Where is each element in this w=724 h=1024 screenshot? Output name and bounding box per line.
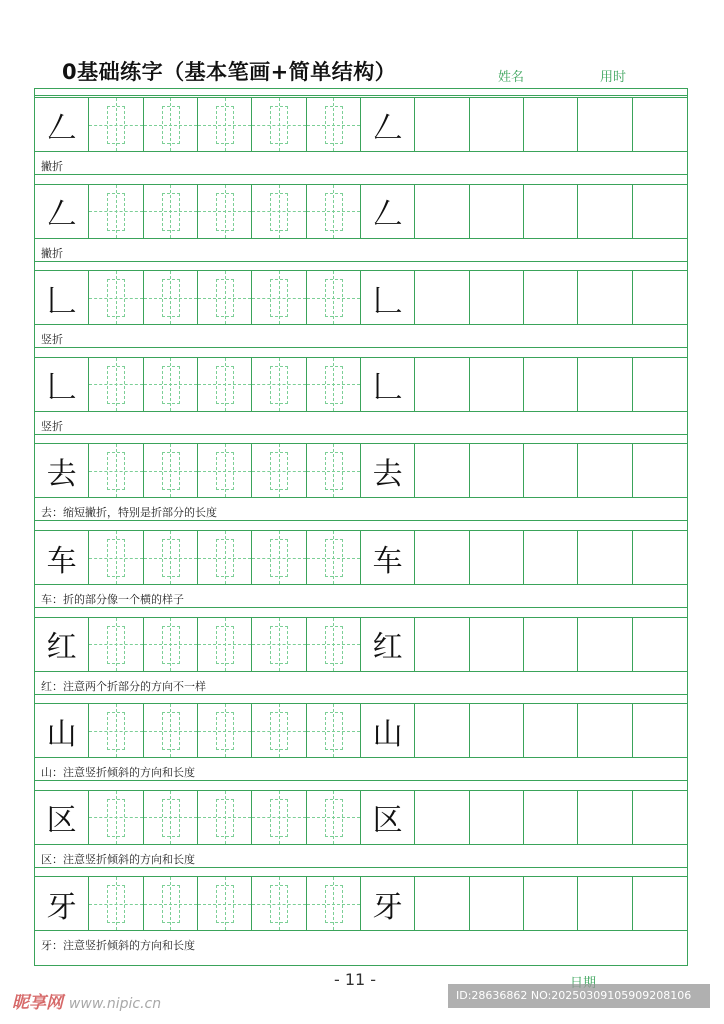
watermark-logo (12, 988, 161, 1013)
copy-char-cell (361, 703, 415, 758)
trace-cell (89, 790, 143, 845)
time-label: 用时 (600, 70, 627, 85)
trace-cell (252, 270, 306, 325)
guide-line (279, 444, 280, 497)
guide-line (116, 98, 117, 151)
row-note: 区：注意竖折倾斜的方向和长度 (41, 852, 195, 866)
model-char-cell (35, 357, 89, 412)
empty-writing-cell (470, 790, 524, 845)
practice-char: 𠃋 (372, 110, 403, 146)
guide-line (116, 531, 117, 584)
copy-char-cell (361, 876, 415, 931)
copy-char-cell (361, 357, 415, 412)
empty-writing-cell (524, 357, 578, 412)
guide-line (279, 185, 280, 238)
practice-char: 去 (372, 456, 403, 492)
guide-line (225, 358, 226, 411)
row-note: 牙：注意竖折倾斜的方向和长度 (41, 939, 195, 953)
guide-line (116, 791, 117, 844)
empty-writing-cell (415, 703, 469, 758)
page-title: 0基础练字（基本笔画+简单结构） (62, 60, 397, 84)
copy-char-cell (361, 270, 415, 325)
trace-cell (252, 184, 306, 239)
practice-char: 牙 (372, 889, 403, 925)
empty-writing-cell (524, 703, 578, 758)
cell-strip (35, 270, 687, 325)
trace-cell (252, 617, 306, 672)
guide-line (333, 704, 334, 757)
practice-char: 𠃋 (46, 197, 77, 233)
empty-writing-cell (578, 703, 632, 758)
page-number: - 11 - (334, 970, 377, 989)
empty-writing-cell (415, 97, 469, 152)
guide-line (333, 791, 334, 844)
trace-cell (198, 876, 252, 931)
guide-line (279, 98, 280, 151)
guide-line (225, 185, 226, 238)
practice-char: 𠃊 (46, 370, 77, 406)
practice-row (35, 695, 687, 781)
empty-writing-cell (524, 184, 578, 239)
practice-row (35, 868, 687, 954)
model-char-cell (35, 617, 89, 672)
trace-cell (252, 97, 306, 152)
practice-row (35, 522, 687, 608)
empty-writing-cell (470, 703, 524, 758)
guide-line (279, 271, 280, 324)
practice-row (35, 262, 687, 348)
guide-line (279, 531, 280, 584)
practice-char: 山 (46, 716, 77, 752)
guide-line (333, 358, 334, 411)
practice-char: 区 (372, 803, 403, 839)
cell-strip (35, 703, 687, 758)
empty-writing-cell (633, 703, 687, 758)
trace-cell (198, 617, 252, 672)
guide-line (170, 444, 171, 497)
practice-row (35, 89, 687, 175)
trace-cell (252, 443, 306, 498)
guide-line (333, 98, 334, 151)
empty-writing-cell (633, 790, 687, 845)
empty-writing-cell (578, 876, 632, 931)
guide-line (279, 877, 280, 930)
name-label: 姓名 (498, 70, 525, 85)
trace-cell (198, 790, 252, 845)
guide-line (225, 98, 226, 151)
model-char-cell (35, 270, 89, 325)
practice-char: 𠃋 (372, 197, 403, 233)
guide-line (225, 877, 226, 930)
trace-cell (307, 530, 361, 585)
trace-cell (252, 530, 306, 585)
cell-strip (35, 97, 687, 152)
cell-strip (35, 790, 687, 845)
trace-cell (307, 357, 361, 412)
guide-line (116, 271, 117, 324)
model-char-cell (35, 876, 89, 931)
empty-writing-cell (524, 876, 578, 931)
guide-line (279, 618, 280, 671)
trace-cell (198, 97, 252, 152)
empty-writing-cell (578, 790, 632, 845)
row-note: 车：折的部分像一个横的样子 (41, 593, 184, 606)
practice-char: 去 (46, 456, 77, 492)
row-note: 红：注意两个折部分的方向不一样 (41, 679, 206, 693)
empty-writing-cell (524, 790, 578, 845)
trace-cell (144, 357, 198, 412)
guide-line (170, 185, 171, 238)
guide-line (225, 444, 226, 497)
practice-char: 车 (372, 543, 403, 579)
guide-line (225, 271, 226, 324)
empty-writing-cell (633, 97, 687, 152)
empty-writing-cell (415, 530, 469, 585)
copy-char-cell (361, 443, 415, 498)
guide-line (279, 358, 280, 411)
empty-writing-cell (415, 617, 469, 672)
trace-cell (252, 703, 306, 758)
empty-writing-cell (633, 357, 687, 412)
trace-cell (144, 530, 198, 585)
empty-writing-cell (578, 357, 632, 412)
trace-cell (144, 790, 198, 845)
cell-strip (35, 617, 687, 672)
empty-writing-cell (578, 617, 632, 672)
guide-line (170, 98, 171, 151)
model-char-cell (35, 790, 89, 845)
practice-row (35, 349, 687, 435)
empty-writing-cell (578, 443, 632, 498)
model-char-cell (35, 530, 89, 585)
empty-writing-cell (633, 876, 687, 931)
practice-row (35, 176, 687, 262)
practice-row (35, 435, 687, 521)
row-note: 竖折 (41, 419, 63, 433)
watermark-brand: 昵享网 (12, 993, 63, 1013)
empty-writing-cell (524, 530, 578, 585)
copy-char-cell (361, 790, 415, 845)
empty-writing-cell (415, 876, 469, 931)
trace-cell (198, 357, 252, 412)
guide-line (116, 704, 117, 757)
guide-line (116, 185, 117, 238)
practice-char: 红 (46, 630, 77, 666)
trace-cell (307, 184, 361, 239)
practice-char: 𠃊 (372, 283, 403, 319)
practice-row (35, 609, 687, 695)
practice-char: 𠃋 (46, 110, 77, 146)
practice-char: 𠃊 (372, 370, 403, 406)
empty-writing-cell (524, 97, 578, 152)
model-char-cell (35, 703, 89, 758)
trace-cell (144, 184, 198, 239)
practice-row (35, 782, 687, 868)
practice-char: 牙 (46, 889, 77, 925)
guide-line (170, 531, 171, 584)
watermark-url: www.nipic.cn (68, 996, 162, 1012)
trace-cell (144, 617, 198, 672)
guide-line (170, 358, 171, 411)
empty-writing-cell (578, 97, 632, 152)
cell-strip (35, 876, 687, 931)
empty-writing-cell (633, 617, 687, 672)
trace-cell (89, 270, 143, 325)
practice-char: 𠃊 (46, 283, 77, 319)
empty-writing-cell (578, 270, 632, 325)
empty-writing-cell (633, 530, 687, 585)
watermark-id: ID:28636862 NO:20250309105909208106 (448, 984, 710, 1008)
trace-cell (252, 790, 306, 845)
trace-cell (252, 876, 306, 931)
empty-writing-cell (524, 443, 578, 498)
guide-line (333, 271, 334, 324)
guide-line (279, 791, 280, 844)
trace-cell (198, 703, 252, 758)
trace-cell (307, 790, 361, 845)
row-note: 撇折 (41, 160, 63, 173)
guide-line (116, 444, 117, 497)
trace-cell (89, 530, 143, 585)
empty-writing-cell (415, 443, 469, 498)
empty-writing-cell (470, 530, 524, 585)
empty-writing-cell (578, 184, 632, 239)
trace-cell (89, 617, 143, 672)
practice-sheet (34, 88, 688, 966)
trace-cell (144, 97, 198, 152)
empty-writing-cell (633, 270, 687, 325)
model-char-cell (35, 184, 89, 239)
trace-cell (307, 97, 361, 152)
guide-line (170, 877, 171, 930)
guide-line (333, 877, 334, 930)
practice-char: 红 (372, 630, 403, 666)
copy-char-cell (361, 184, 415, 239)
trace-cell (307, 703, 361, 758)
empty-writing-cell (415, 184, 469, 239)
guide-line (333, 185, 334, 238)
trace-cell (198, 270, 252, 325)
empty-writing-cell (470, 97, 524, 152)
guide-line (225, 704, 226, 757)
trace-cell (89, 357, 143, 412)
empty-writing-cell (470, 270, 524, 325)
cell-strip (35, 530, 687, 585)
trace-cell (89, 184, 143, 239)
practice-char: 区 (46, 803, 77, 839)
guide-line (225, 791, 226, 844)
empty-writing-cell (633, 443, 687, 498)
guide-line (116, 877, 117, 930)
trace-cell (307, 617, 361, 672)
trace-cell (307, 876, 361, 931)
empty-writing-cell (470, 357, 524, 412)
trace-cell (307, 270, 361, 325)
trace-cell (89, 443, 143, 498)
copy-char-cell (361, 97, 415, 152)
empty-writing-cell (633, 184, 687, 239)
trace-cell (252, 357, 306, 412)
trace-cell (144, 443, 198, 498)
cell-strip (35, 184, 687, 239)
cell-strip (35, 357, 687, 412)
trace-cell (198, 184, 252, 239)
empty-writing-cell (470, 617, 524, 672)
practice-char: 车 (46, 543, 77, 579)
empty-writing-cell (470, 876, 524, 931)
empty-writing-cell (524, 617, 578, 672)
trace-cell (198, 530, 252, 585)
guide-line (170, 704, 171, 757)
guide-line (225, 618, 226, 671)
empty-writing-cell (470, 184, 524, 239)
trace-cell (89, 703, 143, 758)
row-note: 竖折 (41, 333, 63, 347)
guide-line (116, 618, 117, 671)
guide-line (279, 704, 280, 757)
trace-cell (144, 876, 198, 931)
trace-cell (144, 703, 198, 758)
row-note: 去：缩短撇折，特别是折部分的长度 (41, 506, 217, 520)
guide-line (170, 271, 171, 324)
guide-line (170, 618, 171, 671)
guide-line (333, 531, 334, 584)
row-note: 山：注意竖折倾斜的方向和长度 (41, 766, 195, 780)
guide-line (225, 531, 226, 584)
empty-writing-cell (415, 790, 469, 845)
empty-writing-cell (470, 443, 524, 498)
trace-cell (144, 270, 198, 325)
empty-writing-cell (578, 530, 632, 585)
guide-line (333, 618, 334, 671)
trace-cell (198, 443, 252, 498)
empty-writing-cell (524, 270, 578, 325)
trace-cell (89, 97, 143, 152)
empty-writing-cell (415, 357, 469, 412)
row-note: 撇折 (41, 246, 63, 260)
guide-line (116, 358, 117, 411)
cell-strip (35, 443, 687, 498)
guide-line (333, 444, 334, 497)
trace-cell (89, 876, 143, 931)
empty-writing-cell (415, 270, 469, 325)
guide-line (170, 791, 171, 844)
copy-char-cell (361, 530, 415, 585)
copy-char-cell (361, 617, 415, 672)
model-char-cell (35, 443, 89, 498)
model-char-cell (35, 97, 89, 152)
trace-cell (307, 443, 361, 498)
practice-char: 山 (372, 716, 403, 752)
